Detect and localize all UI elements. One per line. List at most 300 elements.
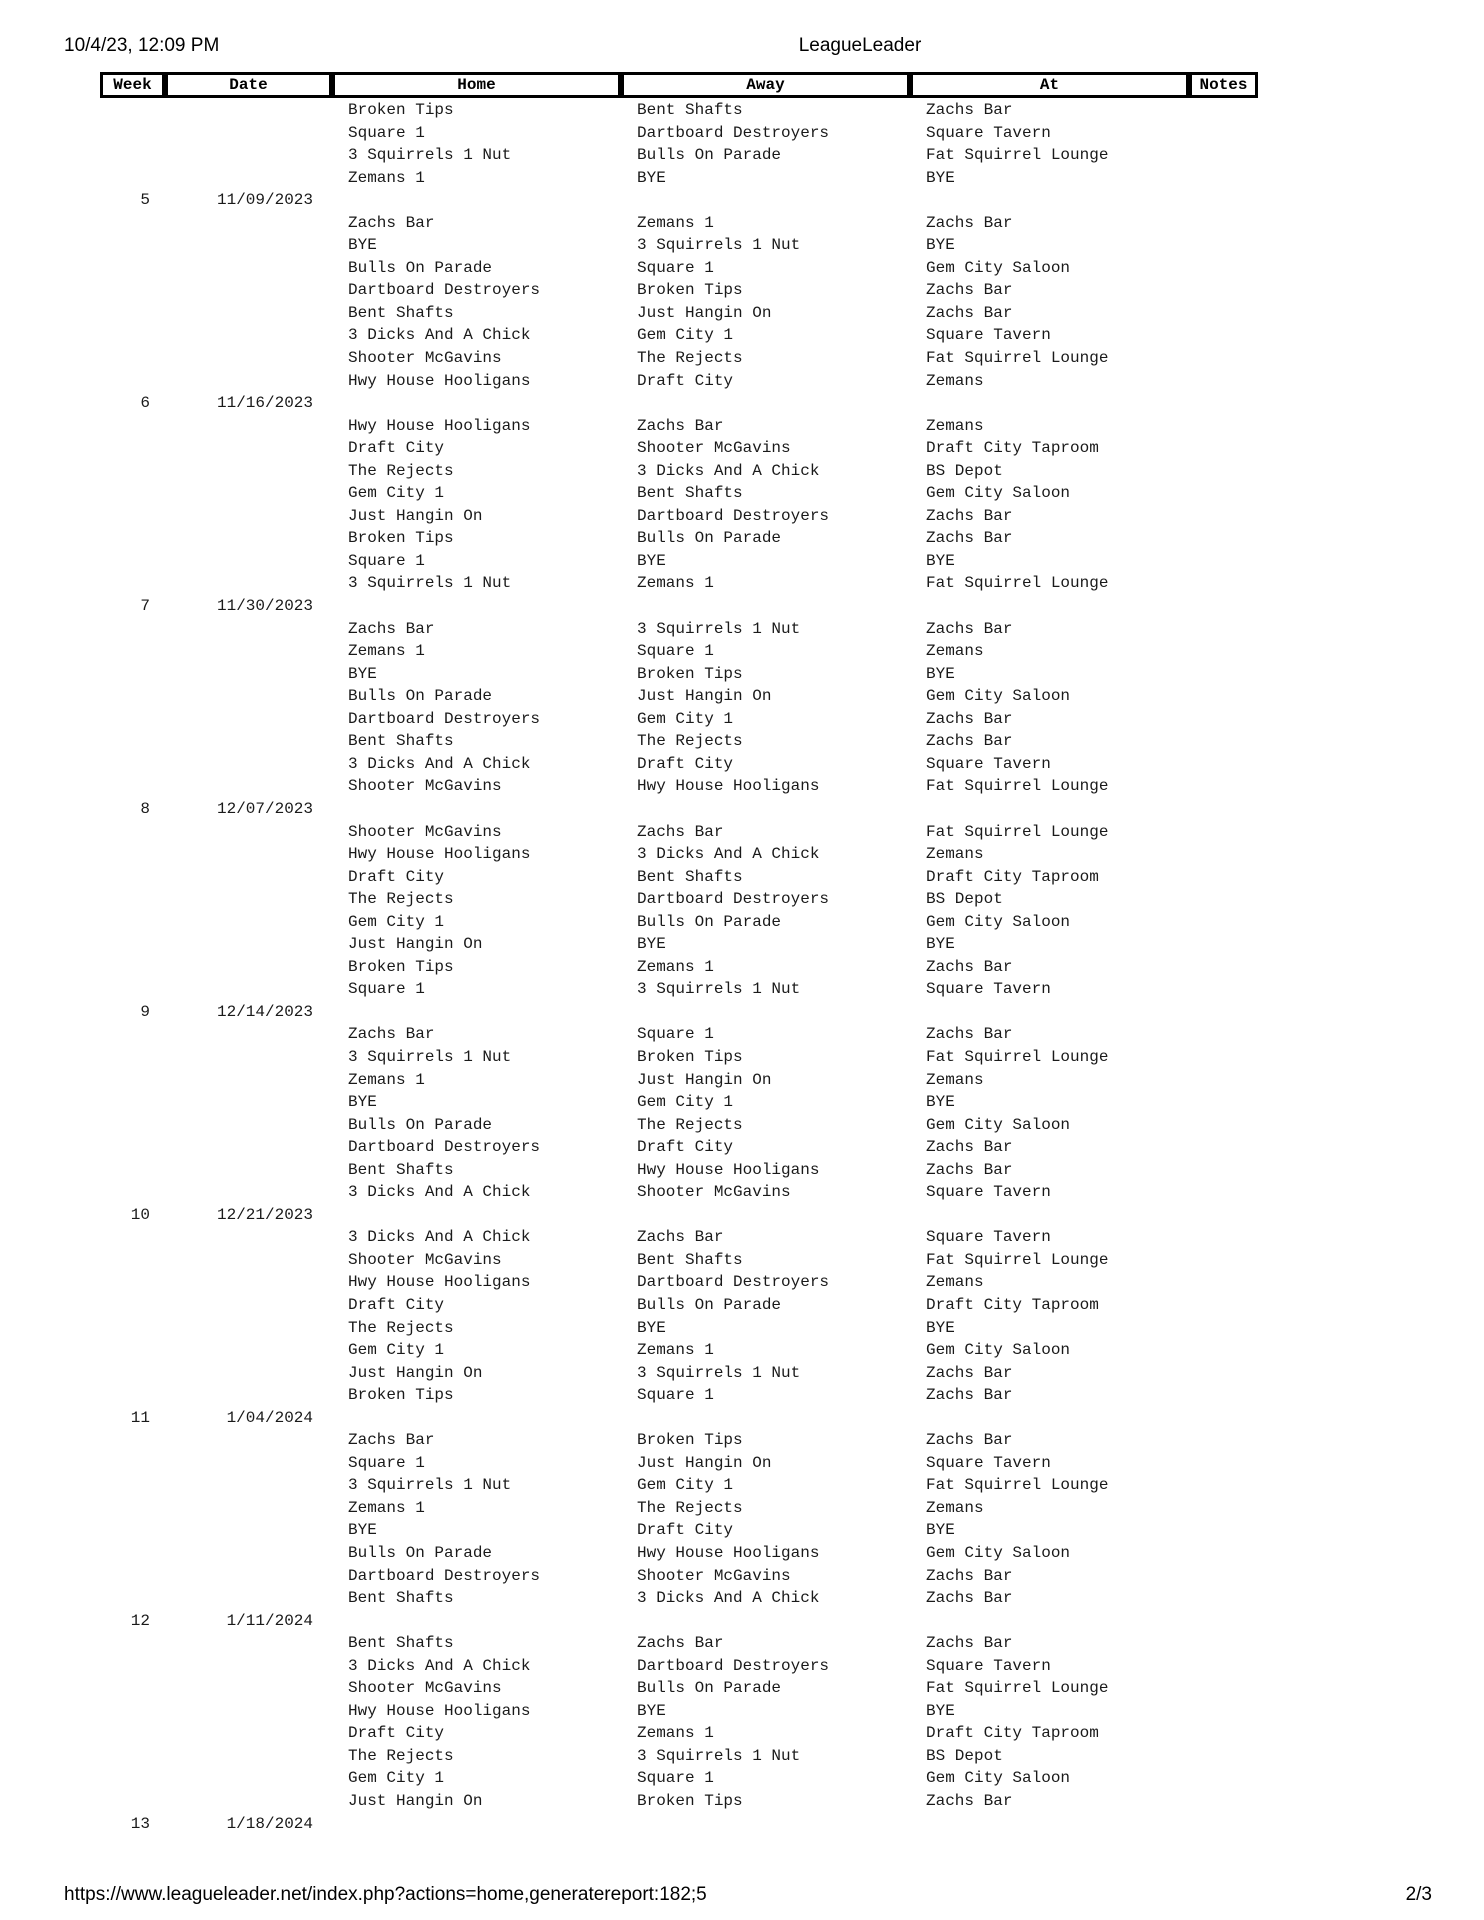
home-team: Hwy House Hooligans — [348, 1701, 531, 1720]
away-team: Gem City 1 — [637, 326, 734, 345]
home-team: Hwy House Hooligans — [348, 1273, 531, 1292]
week-number: 11 — [130, 1408, 150, 1427]
away-team: The Rejects — [637, 1115, 743, 1134]
week-date: 1/18/2024 — [226, 1814, 313, 1833]
away-team: 3 Squirrels 1 Nut — [637, 1363, 801, 1382]
home-team: Dartboard Destroyers — [348, 1138, 541, 1157]
venue: Zachs Bar — [926, 1160, 1013, 1179]
venue: Gem City Saloon — [926, 1769, 1071, 1788]
venue: Zachs Bar — [926, 1589, 1013, 1608]
match-row — [100, 257, 1260, 280]
match-row — [100, 234, 1260, 257]
match-row — [100, 1519, 1260, 1542]
away-team: Just Hangin On — [637, 1070, 772, 1089]
home-team: Bulls On Parade — [348, 1544, 493, 1562]
venue: Zachs Bar — [926, 303, 1013, 322]
venue: Fat Squirrel Lounge — [926, 1250, 1109, 1269]
home-team: Zemans 1 — [348, 168, 425, 187]
venue: Zachs Bar — [926, 1386, 1013, 1405]
match-row — [100, 1452, 1260, 1475]
match-row — [100, 167, 1260, 190]
week-row — [100, 595, 1260, 618]
page-number: 2/3 — [1405, 1884, 1432, 1905]
match-row — [100, 1722, 1260, 1745]
home-team: Zachs Bar — [348, 619, 435, 638]
home-team: Draft City — [348, 439, 445, 458]
venue: Zachs Bar — [926, 732, 1013, 751]
away-team: Shooter McGavins — [637, 1183, 791, 1202]
away-team: Gem City 1 — [637, 1476, 734, 1495]
away-team: Draft City — [637, 1138, 734, 1157]
match-row — [100, 212, 1260, 235]
home-team: BYE — [348, 664, 377, 683]
venue: Zemans — [926, 1273, 984, 1292]
home-team: Shooter McGavins — [348, 1679, 502, 1698]
week-row — [100, 392, 1260, 415]
match-row — [100, 843, 1260, 866]
away-team: Bent Shafts — [637, 101, 743, 119]
venue: Square Tavern — [926, 980, 1051, 999]
venue: Gem City Saloon — [926, 1341, 1071, 1360]
venue: Zachs Bar — [926, 101, 1013, 119]
away-team: Hwy House Hooligans — [637, 1160, 820, 1179]
venue: Zachs Bar — [926, 957, 1013, 976]
venue: Zachs Bar — [926, 709, 1013, 728]
venue: Draft City Taproom — [926, 1295, 1099, 1314]
home-team: Shooter McGavins — [348, 349, 502, 368]
week-number: 7 — [140, 597, 150, 616]
venue: Zemans — [926, 1070, 984, 1089]
column-header-away: Away — [621, 72, 910, 98]
away-team: Zemans 1 — [637, 1341, 714, 1360]
venue: Zachs Bar — [926, 281, 1013, 300]
match-row — [100, 685, 1260, 708]
match-row — [100, 1384, 1260, 1407]
home-team: Dartboard Destroyers — [348, 281, 541, 300]
home-team: Shooter McGavins — [348, 1250, 502, 1269]
home-team: The Rejects — [348, 1318, 454, 1337]
match-row — [100, 1046, 1260, 1069]
home-team: 3 Squirrels 1 Nut — [348, 1047, 512, 1066]
away-team: Square 1 — [637, 1386, 714, 1405]
home-team: Zachs Bar — [348, 1025, 435, 1044]
home-team: Broken Tips — [348, 1386, 454, 1405]
away-team: Dartboard Destroyers — [637, 890, 830, 909]
home-team: Hwy House Hooligans — [348, 416, 531, 435]
venue: Zachs Bar — [926, 1634, 1013, 1653]
home-team: Square 1 — [348, 980, 425, 999]
away-team: Bent Shafts — [637, 484, 743, 503]
week-date: 11/30/2023 — [216, 597, 313, 616]
away-team: Just Hangin On — [637, 1453, 772, 1472]
home-team: Draft City — [348, 867, 445, 886]
column-header-home: Home — [332, 72, 621, 98]
home-team: 3 Dicks And A Chick — [348, 1183, 531, 1202]
week-number: 12 — [130, 1611, 150, 1630]
venue: Zachs Bar — [926, 1363, 1013, 1382]
venue: BS Depot — [926, 461, 1003, 480]
home-team: Zachs Bar — [348, 1431, 435, 1450]
away-team: 3 Squirrels 1 Nut — [637, 236, 801, 255]
away-team: Broken Tips — [637, 1792, 743, 1811]
week-number: 8 — [140, 799, 150, 818]
venue: Draft City Taproom — [926, 1724, 1099, 1743]
away-team: Dartboard Destroyers — [637, 1656, 830, 1675]
match-row — [100, 1271, 1260, 1294]
week-date: 1/04/2024 — [226, 1408, 313, 1427]
venue: Zachs Bar — [926, 619, 1013, 638]
match-row — [100, 618, 1260, 641]
week-date: 12/14/2023 — [216, 1002, 313, 1021]
venue: Fat Squirrel Lounge — [926, 822, 1109, 841]
match-row — [100, 122, 1260, 145]
match-row — [100, 302, 1260, 325]
venue: Square Tavern — [926, 1183, 1051, 1202]
match-row — [100, 279, 1260, 302]
match-row — [100, 1362, 1260, 1385]
home-team: Bulls On Parade — [348, 258, 493, 277]
home-team: BYE — [348, 1521, 377, 1540]
home-team: Draft City — [348, 1295, 445, 1314]
venue: Zachs Bar — [926, 1138, 1013, 1157]
print-datetime: 10/4/23, 12:09 PM — [64, 35, 220, 56]
home-team: Zemans 1 — [348, 1498, 425, 1517]
match-row — [100, 1565, 1260, 1588]
match-row — [100, 1294, 1260, 1317]
away-team: Bulls On Parade — [637, 912, 782, 931]
home-team: 3 Squirrels 1 Nut — [348, 146, 512, 165]
away-team: Bulls On Parade — [637, 146, 782, 165]
home-team: Square 1 — [348, 551, 425, 570]
venue: Zachs Bar — [926, 506, 1013, 525]
match-row — [100, 1497, 1260, 1520]
venue: BYE — [926, 1521, 955, 1540]
week-row — [100, 798, 1260, 821]
away-team: Square 1 — [637, 642, 714, 661]
away-team: Hwy House Hooligans — [637, 777, 820, 796]
page-title: LeagueLeader — [798, 35, 922, 56]
away-team: Bent Shafts — [637, 1250, 743, 1269]
away-team: Draft City — [637, 1521, 734, 1540]
match-row — [100, 730, 1260, 753]
home-team: Bent Shafts — [348, 732, 454, 751]
venue: Fat Squirrel Lounge — [926, 777, 1109, 796]
away-team: BYE — [637, 935, 666, 954]
match-row — [100, 144, 1260, 167]
away-team: Broken Tips — [637, 1047, 743, 1066]
venue: Zachs Bar — [926, 213, 1013, 232]
match-row — [100, 775, 1260, 798]
home-team: Dartboard Destroyers — [348, 709, 541, 728]
away-team: Bulls On Parade — [637, 529, 782, 548]
away-team: Zemans 1 — [637, 574, 714, 593]
column-header-week: Week — [100, 72, 165, 98]
home-team: Bulls On Parade — [348, 687, 493, 706]
away-team: 3 Dicks And A Chick — [637, 845, 820, 864]
home-team: Hwy House Hooligans — [348, 845, 531, 864]
match-row — [100, 1542, 1260, 1565]
match-row — [100, 1181, 1260, 1204]
match-row — [100, 1317, 1260, 1340]
away-team: Draft City — [637, 371, 734, 390]
match-row — [100, 956, 1260, 979]
week-row — [100, 189, 1260, 212]
home-team: 3 Dicks And A Chick — [348, 1228, 531, 1247]
home-team: Bulls On Parade — [348, 1115, 493, 1134]
away-team: Just Hangin On — [637, 687, 772, 706]
match-row — [100, 572, 1260, 595]
away-team: The Rejects — [637, 732, 743, 751]
match-row — [100, 911, 1260, 934]
venue: Zemans — [926, 642, 984, 661]
match-row — [100, 1587, 1260, 1610]
venue: Gem City Saloon — [926, 484, 1071, 503]
away-team: 3 Squirrels 1 Nut — [637, 980, 801, 999]
match-row — [100, 460, 1260, 483]
away-team: Just Hangin On — [637, 303, 772, 322]
venue: Gem City Saloon — [926, 912, 1071, 931]
home-team: Broken Tips — [348, 101, 454, 119]
match-row — [100, 1632, 1260, 1655]
away-team: Broken Tips — [637, 1431, 743, 1450]
away-team: Zemans 1 — [637, 1724, 714, 1743]
match-row — [100, 1655, 1260, 1678]
home-team: Zachs Bar — [348, 213, 435, 232]
match-row — [100, 753, 1260, 776]
week-date: 11/09/2023 — [216, 191, 313, 210]
home-team: The Rejects — [348, 461, 454, 480]
venue: Fat Squirrel Lounge — [926, 349, 1109, 368]
venue: BYE — [926, 664, 955, 683]
schedule-table — [100, 99, 1260, 1835]
home-team: The Rejects — [348, 890, 454, 909]
home-team: Just Hangin On — [348, 935, 483, 954]
week-number: 13 — [130, 1814, 150, 1833]
match-row — [100, 1339, 1260, 1362]
away-team: Shooter McGavins — [637, 439, 791, 458]
match-row — [100, 933, 1260, 956]
home-team: 3 Dicks And A Chick — [348, 1656, 531, 1675]
venue: Zemans — [926, 416, 984, 435]
venue: Gem City Saloon — [926, 1544, 1071, 1562]
away-team: Broken Tips — [637, 664, 743, 683]
venue: Fat Squirrel Lounge — [926, 1476, 1109, 1495]
away-team: 3 Dicks And A Chick — [637, 461, 820, 480]
venue: Square Tavern — [926, 123, 1051, 142]
away-team: Square 1 — [637, 258, 714, 277]
away-team: Zachs Bar — [637, 416, 724, 435]
away-team: Dartboard Destroyers — [637, 1273, 830, 1292]
match-row — [100, 1091, 1260, 1114]
away-team: Zachs Bar — [637, 822, 724, 841]
away-team: Gem City 1 — [637, 1093, 734, 1112]
away-team: The Rejects — [637, 1498, 743, 1517]
home-team: Gem City 1 — [348, 912, 445, 931]
match-row — [100, 1159, 1260, 1182]
match-row — [100, 527, 1260, 550]
footer-url: https://www.leagueleader.net/index.php?actions=home,generatereport:182;5 — [64, 1884, 707, 1905]
venue: Square Tavern — [926, 326, 1051, 345]
away-team: 3 Squirrels 1 Nut — [637, 1746, 801, 1765]
venue: BS Depot — [926, 1746, 1003, 1765]
match-row — [100, 821, 1260, 844]
venue: Zemans — [926, 845, 984, 864]
week-date: 12/07/2023 — [216, 799, 313, 818]
venue: Draft City Taproom — [926, 867, 1099, 886]
venue: Fat Squirrel Lounge — [926, 574, 1109, 593]
home-team: Shooter McGavins — [348, 777, 502, 796]
match-row — [100, 415, 1260, 438]
week-number: 6 — [140, 394, 150, 413]
home-team: 3 Dicks And A Chick — [348, 754, 531, 773]
away-team: Dartboard Destroyers — [637, 123, 830, 142]
venue: Zachs Bar — [926, 1792, 1013, 1811]
venue: Zachs Bar — [926, 1025, 1013, 1044]
home-team: Broken Tips — [348, 529, 454, 548]
away-team: Zemans 1 — [637, 957, 714, 976]
away-team: Gem City 1 — [637, 709, 734, 728]
home-team: Hwy House Hooligans — [348, 371, 531, 390]
week-date: 1/11/2024 — [226, 1611, 313, 1630]
match-row — [100, 1023, 1260, 1046]
match-row — [100, 1069, 1260, 1092]
venue: Square Tavern — [926, 1453, 1051, 1472]
venue: Draft City Taproom — [926, 439, 1099, 458]
venue: Gem City Saloon — [926, 687, 1071, 706]
home-team: Square 1 — [348, 1453, 425, 1472]
venue: Fat Squirrel Lounge — [926, 146, 1109, 165]
away-team: BYE — [637, 168, 666, 187]
home-team: Just Hangin On — [348, 1792, 483, 1811]
week-row — [100, 1204, 1260, 1227]
home-team: Gem City 1 — [348, 484, 445, 503]
match-row — [100, 888, 1260, 911]
venue: Square Tavern — [926, 1656, 1051, 1675]
home-team: 3 Dicks And A Chick — [348, 326, 531, 345]
match-row — [100, 437, 1260, 460]
match-row — [100, 978, 1260, 1001]
away-team: Dartboard Destroyers — [637, 506, 830, 525]
home-team: Gem City 1 — [348, 1769, 445, 1788]
away-team: Hwy House Hooligans — [637, 1544, 820, 1562]
venue: BYE — [926, 1093, 955, 1112]
away-team: Zemans 1 — [637, 213, 714, 232]
away-team: 3 Squirrels 1 Nut — [637, 619, 801, 638]
week-row — [100, 1001, 1260, 1024]
venue: BYE — [926, 551, 955, 570]
venue: Fat Squirrel Lounge — [926, 1047, 1109, 1066]
home-team: 3 Squirrels 1 Nut — [348, 1476, 512, 1495]
venue: BYE — [926, 236, 955, 255]
home-team: Bent Shafts — [348, 1634, 454, 1653]
match-row — [100, 1114, 1260, 1137]
venue: BS Depot — [926, 890, 1003, 909]
away-team: Square 1 — [637, 1769, 714, 1788]
away-team: BYE — [637, 551, 666, 570]
venue: BYE — [926, 935, 955, 954]
match-row — [100, 1429, 1260, 1452]
match-row — [100, 1226, 1260, 1249]
venue: Gem City Saloon — [926, 1115, 1071, 1134]
away-team: Broken Tips — [637, 281, 743, 300]
match-row — [100, 1700, 1260, 1723]
home-team: Bent Shafts — [348, 1160, 454, 1179]
match-row — [100, 640, 1260, 663]
week-date: 12/21/2023 — [216, 1205, 313, 1224]
venue: Zachs Bar — [926, 1566, 1013, 1585]
home-team: Dartboard Destroyers — [348, 1566, 541, 1585]
match-row — [100, 324, 1260, 347]
match-row — [100, 1790, 1260, 1813]
week-row — [100, 1813, 1260, 1836]
match-row — [100, 663, 1260, 686]
home-team: Bent Shafts — [348, 1589, 454, 1608]
venue: Zachs Bar — [926, 1431, 1013, 1450]
away-team: Draft City — [637, 754, 734, 773]
home-team: Gem City 1 — [348, 1341, 445, 1360]
match-row — [100, 370, 1260, 393]
away-team: Shooter McGavins — [637, 1566, 791, 1585]
column-header-date: Date — [165, 72, 332, 98]
venue: Fat Squirrel Lounge — [926, 1679, 1109, 1698]
venue: Square Tavern — [926, 1228, 1051, 1247]
match-row — [100, 1474, 1260, 1497]
away-team: Zachs Bar — [637, 1634, 724, 1653]
away-team: Zachs Bar — [637, 1228, 724, 1247]
match-row — [100, 482, 1260, 505]
week-row — [100, 1407, 1260, 1430]
home-team: Square 1 — [348, 123, 425, 142]
away-team: BYE — [637, 1701, 666, 1720]
match-row — [100, 347, 1260, 370]
home-team: BYE — [348, 1093, 377, 1112]
away-team: The Rejects — [637, 349, 743, 368]
week-number: 10 — [130, 1205, 150, 1224]
match-row — [100, 1249, 1260, 1272]
venue: BYE — [926, 1701, 955, 1720]
home-team: Bent Shafts — [348, 303, 454, 322]
home-team: The Rejects — [348, 1746, 454, 1765]
column-header-notes: Notes — [1189, 72, 1258, 98]
week-row — [100, 1610, 1260, 1633]
week-date: 11/16/2023 — [216, 394, 313, 413]
match-row — [100, 1767, 1260, 1790]
home-team: Just Hangin On — [348, 1363, 483, 1382]
away-team: BYE — [637, 1318, 666, 1337]
venue: Zachs Bar — [926, 529, 1013, 548]
venue: Zemans — [926, 1498, 984, 1517]
match-row — [100, 99, 1260, 122]
match-row — [100, 1745, 1260, 1768]
venue: BYE — [926, 1318, 955, 1337]
match-row — [100, 708, 1260, 731]
away-team: Bulls On Parade — [637, 1679, 782, 1698]
away-team: 3 Dicks And A Chick — [637, 1589, 820, 1608]
venue: Zemans — [926, 371, 984, 390]
match-row — [100, 1677, 1260, 1700]
home-team: Shooter McGavins — [348, 822, 502, 841]
match-row — [100, 550, 1260, 573]
week-number: 9 — [140, 1002, 150, 1021]
away-team: Bulls On Parade — [637, 1295, 782, 1314]
home-team: BYE — [348, 236, 377, 255]
match-row — [100, 505, 1260, 528]
home-team: Just Hangin On — [348, 506, 483, 525]
away-team: Bent Shafts — [637, 867, 743, 886]
match-row — [100, 1136, 1260, 1159]
home-team: Zemans 1 — [348, 642, 425, 661]
home-team: Draft City — [348, 1724, 445, 1743]
